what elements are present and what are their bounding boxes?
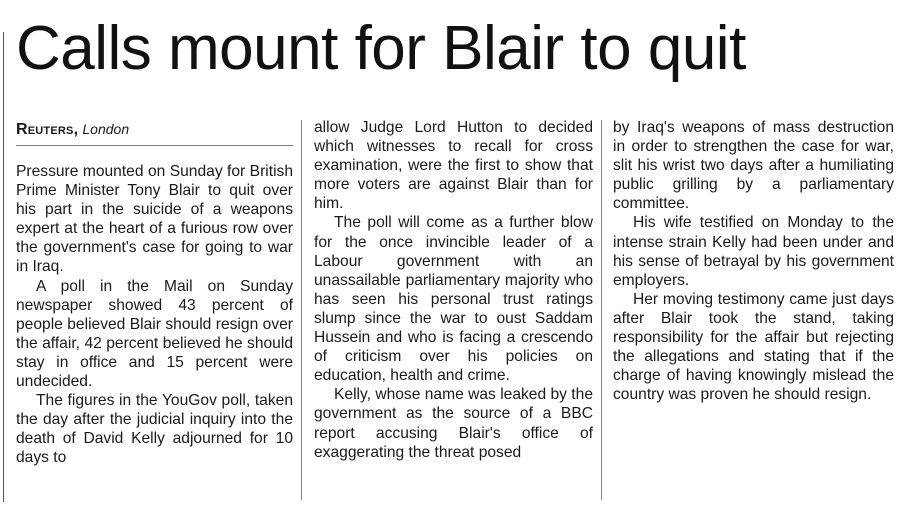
paragraph: Her moving testimony came just days after Blair took the stand, taking responsibility for the affair but rejecting the allegations and stating that if the charge of having knowingly mislead the country was proven he should resign.: [613, 290, 894, 404]
dateline-place: London: [82, 121, 130, 137]
paragraph: His wife testified on Monday to the intense strain Kelly had been under and his sense of betrayal by his government employers.: [613, 214, 894, 289]
column-divider: [301, 120, 302, 500]
paragraph: The poll will come as a further blow for the once invincible leader of a Labour government with an unassailable parliamentary majority who has seen his personal trust ratings slump since the war to oust Saddam Hussein and who is facing a crescendo of criticism over his policies on education, health and crime.: [314, 214, 593, 385]
column-divider: [601, 120, 602, 500]
paragraph: allow Judge Lord Hutton to decided which witnesses to recall for cross examination, were the first to show that more voters are against Blair than for him.: [314, 119, 593, 213]
paragraph: A poll in the Mail on Sunday newspaper showed 43 percent of people believed Blair should resign over the affair, 42 percent believed he should stay in office and 15 percent were undecided.: [16, 277, 293, 391]
dateline: [16, 120, 293, 139]
article-column-2: [314, 118, 593, 462]
headline: Calls mount for Blair to quit: [16, 14, 746, 83]
paragraph: The figures in the YouGov poll, taken the day after the judicial inquiry into the death of David Kelly adjourned for 10 days to: [16, 392, 293, 467]
paragraph: Kelly, whose name was leaked by the government as the source of a BBC report accusing Blair's office of exaggerating the threat posed: [314, 386, 593, 461]
paragraph: by Iraq's weapons of mass destruction in order to strengthen the case for war, slit his wrist two days after a humiliating public grilling by a parliamentary committee.: [613, 119, 894, 213]
article-column-3: [613, 118, 894, 404]
article-column-1: [16, 118, 293, 468]
news-agency: Reuters,: [16, 121, 79, 138]
left-border-rule: [3, 32, 4, 502]
dateline-rule: [16, 145, 293, 146]
paragraph: Pressure mounted on Sunday for British Prime Minister Tony Blair to quit over his part in the suicide of a weapons expert at the heart of a furious row over the government's case for going to war in Iraq.: [16, 163, 293, 276]
